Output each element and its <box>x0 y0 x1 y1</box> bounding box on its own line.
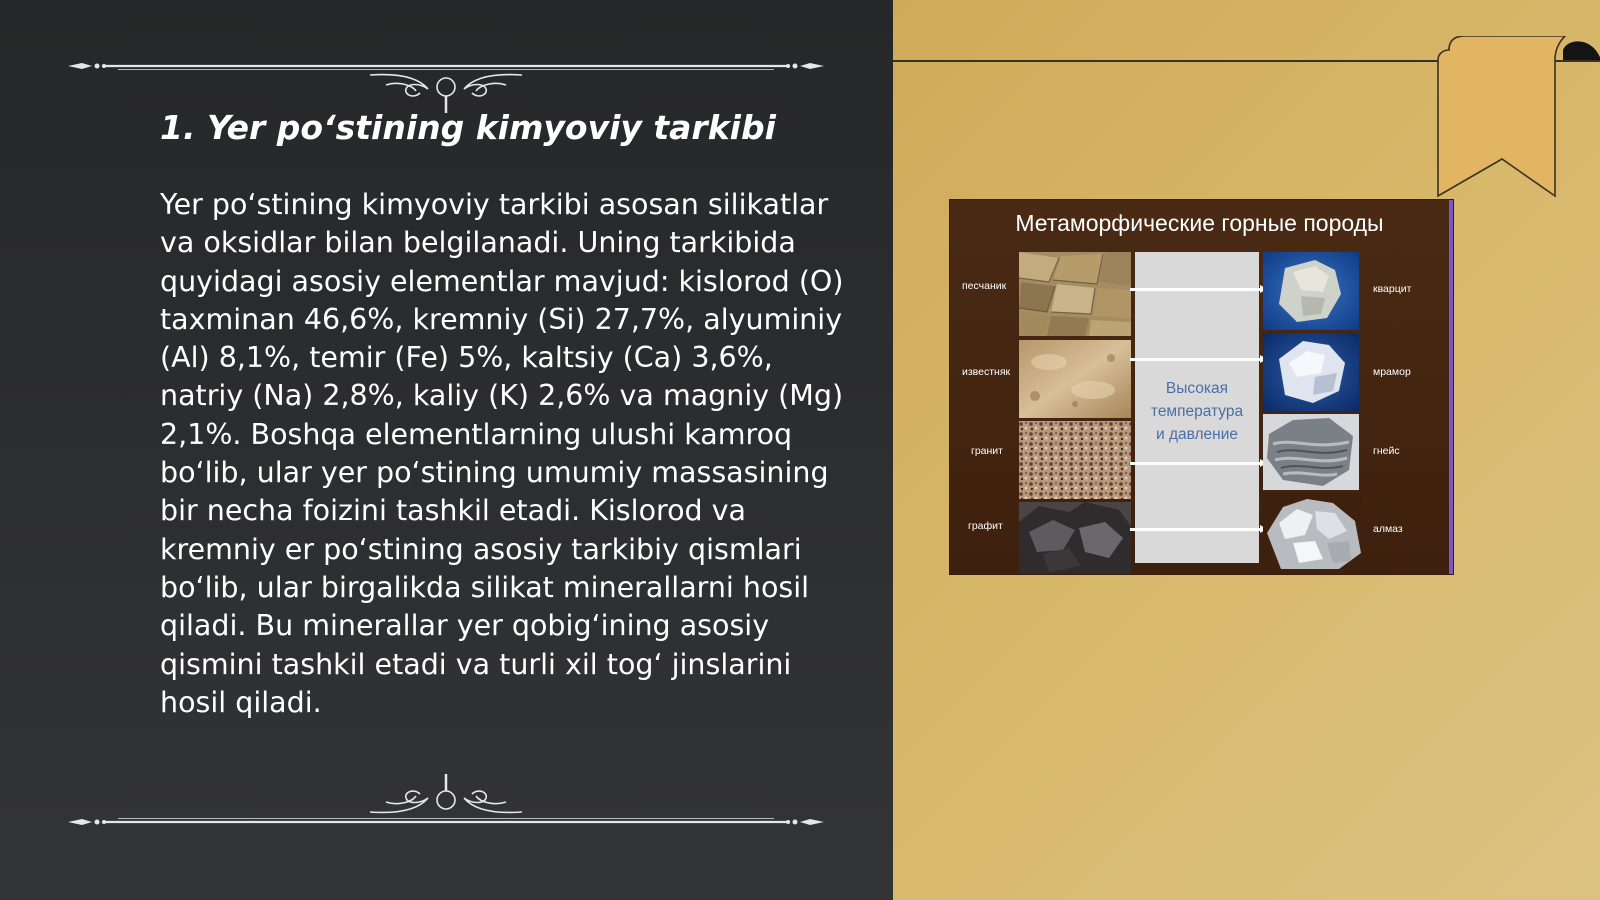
label-sandstone: песчаник <box>962 280 1007 292</box>
arrow-granite-to-gneiss <box>1130 462 1266 465</box>
label-marble: мрамор <box>1373 366 1411 378</box>
label-limestone: известняк <box>962 366 1011 378</box>
diamond-image <box>1263 493 1363 569</box>
arrow-limestone-to-marble <box>1130 358 1266 361</box>
slide-body-text: Yer po‘stining kimyoviy tarkibi asosan silikatlar va oksidlar bilan belgilanadi. Uning tarkibida quyidagi asosiy elementlar mavjud: kislorod (O) taxminan 46,6%, kremniy (Si) 27,7%, alyuminiy (Al) 8,1%, temir (Fe) 5%, kaltsiy (Ca) 3,6%, natriy (Na) 2,8%, kaliy (K) 2,6% va magniy (Mg) 2,1%. Boshqa elementlarning ulushi kamroq bo‘lib, ular yer po‘stining umumiy massasining bir necha foizini tashkil etadi. Kislorod va kremniy er po‘stining asosiy tarkibiy qismlari bo‘lib, ular birgalikda silikat minerallarni hosil qiladi. Bu minerallar yer qobig‘ining asosiy qismini tashkil etadi va turli xil tog‘ jinslarini hosil qiladi. <box>160 188 844 719</box>
process-label: Высокая температура и давление <box>1150 380 1244 443</box>
arrow-sandstone-to-quartzite <box>1130 288 1266 291</box>
limestone-image <box>1019 340 1131 418</box>
sandstone-image <box>1019 252 1131 336</box>
label-granite: гранит <box>971 445 1003 457</box>
label-diamond: алмаз <box>1373 523 1403 535</box>
quartzite-image <box>1263 252 1359 330</box>
marble-image <box>1263 333 1359 411</box>
label-graphite: графит <box>968 520 1003 532</box>
metamorphic-rocks-figure <box>950 200 1453 574</box>
label-gneiss: гнейс <box>1373 445 1400 457</box>
figure-title: Метаморфические горные породы <box>1015 210 1384 236</box>
gneiss-image <box>1263 414 1359 490</box>
process-box <box>1135 252 1259 563</box>
slide-title: 1. Yer po‘stining kimyoviy tarkibi <box>160 108 776 147</box>
bottom-ornament-divider <box>68 772 824 832</box>
graphite-image <box>1019 502 1131 574</box>
granite-image <box>1019 421 1131 499</box>
arrow-graphite-to-diamond <box>1130 528 1266 531</box>
label-quartzite: кварцит <box>1373 283 1412 295</box>
bookmark-ribbon-icon <box>1435 36 1600 198</box>
